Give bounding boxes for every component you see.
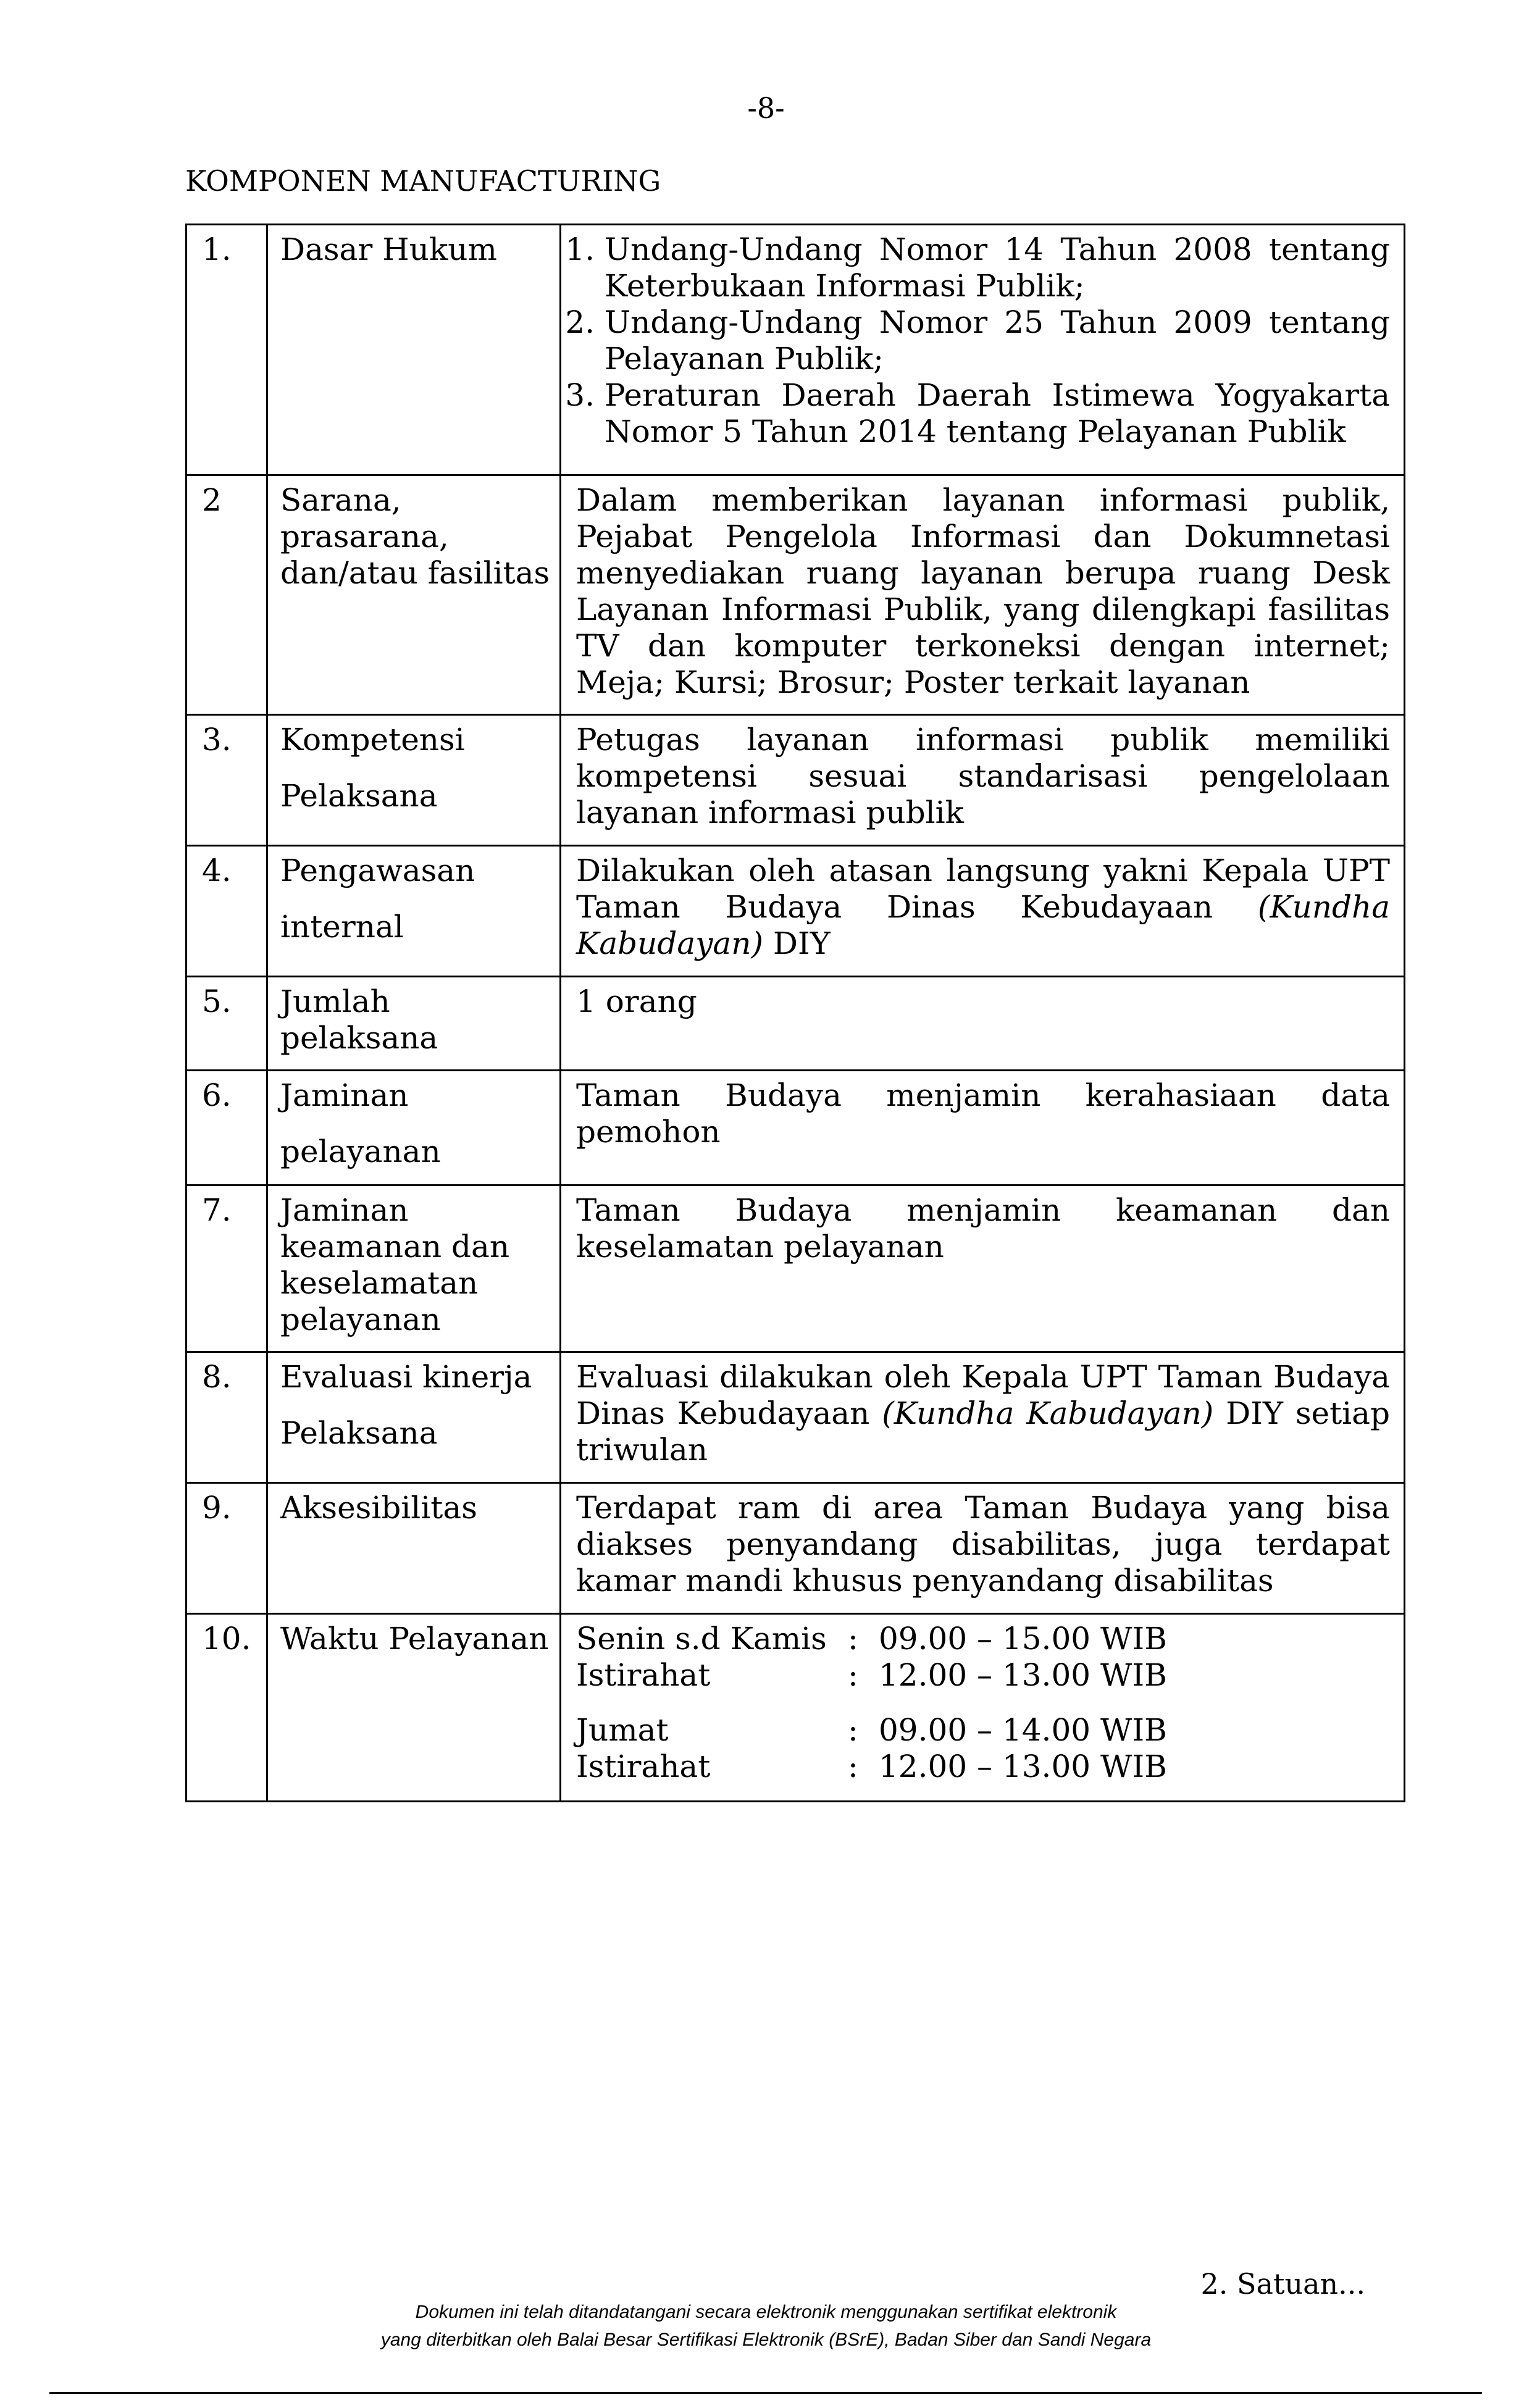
row-number: 10. [202,1621,251,1657]
schedule-day: Istirahat [576,1657,711,1693]
schedule-separator: : [848,1712,858,1748]
schedule-time: 09.00 – 15.00 WIB [879,1621,1167,1657]
row-number: 7. [202,1192,232,1228]
row-number: 9. [202,1490,232,1526]
row-label: Pelaksana [280,1415,438,1451]
schedule-separator: : [848,1749,858,1784]
table-row [186,1614,1405,1802]
row-number: 6. [202,1077,232,1113]
next-page-reference: 2. Satuan... [1200,2267,1365,2301]
row-number: 2 [202,482,222,518]
service-schedule [561,1615,1404,1796]
row-label: Kompetensi [280,722,465,758]
list-item: 1. Undang-Undang Nomor 14 Tahun 2008 tentang Keterbukaan Informasi Publik; [605,232,1390,304]
table-row [186,1185,1405,1352]
schedule-time: 09.00 – 14.00 WIB [879,1712,1167,1748]
table-row [186,475,1405,715]
row-label: Jaminan [280,1077,409,1113]
schedule-separator: : [848,1657,858,1693]
schedule-day: Jumat [576,1712,669,1748]
row-number: 1. [202,232,232,267]
row-label: Jumlah pelaksana [280,984,438,1056]
bottom-divider [49,2392,1482,2394]
row-label: pelayanan [280,1134,441,1169]
list-item: 3. Peraturan Daerah Daerah Istimewa Yogyakarta Nomor 5 Tahun 2014 tentang Pelayanan Publik [605,377,1390,450]
table-row [186,977,1405,1071]
list-item: 2. Undang-Undang Nomor 25 Tahun 2009 tentang Pelayanan Publik; [605,304,1390,377]
row-label: Aksesibilitas [280,1490,477,1526]
schedule-separator: : [848,1621,858,1657]
italic-term: (Kundha Kabudayan) [882,1395,1214,1431]
row-description: Dalam memberikan layanan informasi publik, Pejabat Pengelola Informasi dan Dokumnetasi menyediakan ruang layanan berupa ruang Desk Layanan Informasi Publik, yang dilengkapi fasilitas TV dan komputer terkoneksi dengan internet; Meja; Kursi; Brosur; Poster terkait layanan [576,482,1390,700]
schedule-row [576,1712,1390,1749]
table-row [186,1071,1405,1185]
table-row [186,1352,1405,1483]
schedule-row [576,1621,1390,1657]
schedule-row [576,1657,1390,1694]
row-label: Sarana, prasarana, dan/atau fasilitas [280,482,550,591]
section-heading: KOMPONEN MANUFACTURING [185,164,661,198]
footer-line: Dokumen ini telah ditandatangani secara elektronik menggunakan sertifikat elektronik [415,2302,1117,2322]
schedule-row [576,1749,1390,1785]
table-row [186,1483,1405,1614]
row-description: Taman Budaya menjamin keamanan dan keselamatan pelayanan [576,1192,1390,1265]
legal-basis-list [565,232,1390,450]
schedule-day: Senin s.d Kamis [576,1621,827,1657]
table-row [186,225,1405,475]
row-label: Waktu Pelayanan [280,1621,549,1657]
row-description: Petugas layanan informasi publik memiliki kompetensi sesuai standarisasi pengelolaan layanan informasi publik [576,722,1390,830]
schedule-time: 12.00 – 13.00 WIB [879,1657,1167,1693]
row-description: Dilakukan oleh atasan langsung yakni Kepala UPT Taman Budaya Dinas Kebudayaan (Kundha Kabudayan) DIY [576,853,1390,961]
row-label: internal [280,909,404,945]
table-row [186,846,1405,977]
service-components-table [185,224,1405,1802]
page-number: -8- [747,91,785,125]
row-number: 8. [202,1359,232,1395]
row-number: 3. [202,722,232,758]
row-description: Taman Budaya menjamin kerahasiaan data pemohon [576,1077,1390,1150]
table-row [186,715,1405,846]
row-label: Evaluasi kinerja [280,1359,532,1395]
row-label: Jaminan keamanan dan keselamatan pelayanan [280,1192,510,1337]
row-label: Dasar Hukum [280,232,497,267]
row-number: 5. [202,984,232,1019]
schedule-time: 12.00 – 13.00 WIB [879,1749,1167,1784]
row-description: Terdapat ram di area Taman Budaya yang bisa diakses penyandang disabilitas, juga terdapat kamar mandi khusus penyandang disabilitas [576,1490,1390,1599]
row-description: 1 orang [576,984,697,1019]
schedule-day: Istirahat [576,1749,711,1784]
row-description: Evaluasi dilakukan oleh Kepala UPT Taman Budaya Dinas Kebudayaan (Kundha Kabudayan) DIY setiap triwulan [576,1359,1390,1468]
row-label: Pelaksana [280,778,438,814]
e-signature-footer [0,2298,1532,2354]
row-label: Pengawasan [280,853,475,888]
footer-line: yang diterbitkan oleh Balai Besar Sertifikasi Elektronik (BSrE), Badan Siber dan Sandi Negara [380,2330,1152,2350]
row-number: 4. [202,853,232,888]
italic-term: (Kundha Kabudayan) [576,889,1390,961]
